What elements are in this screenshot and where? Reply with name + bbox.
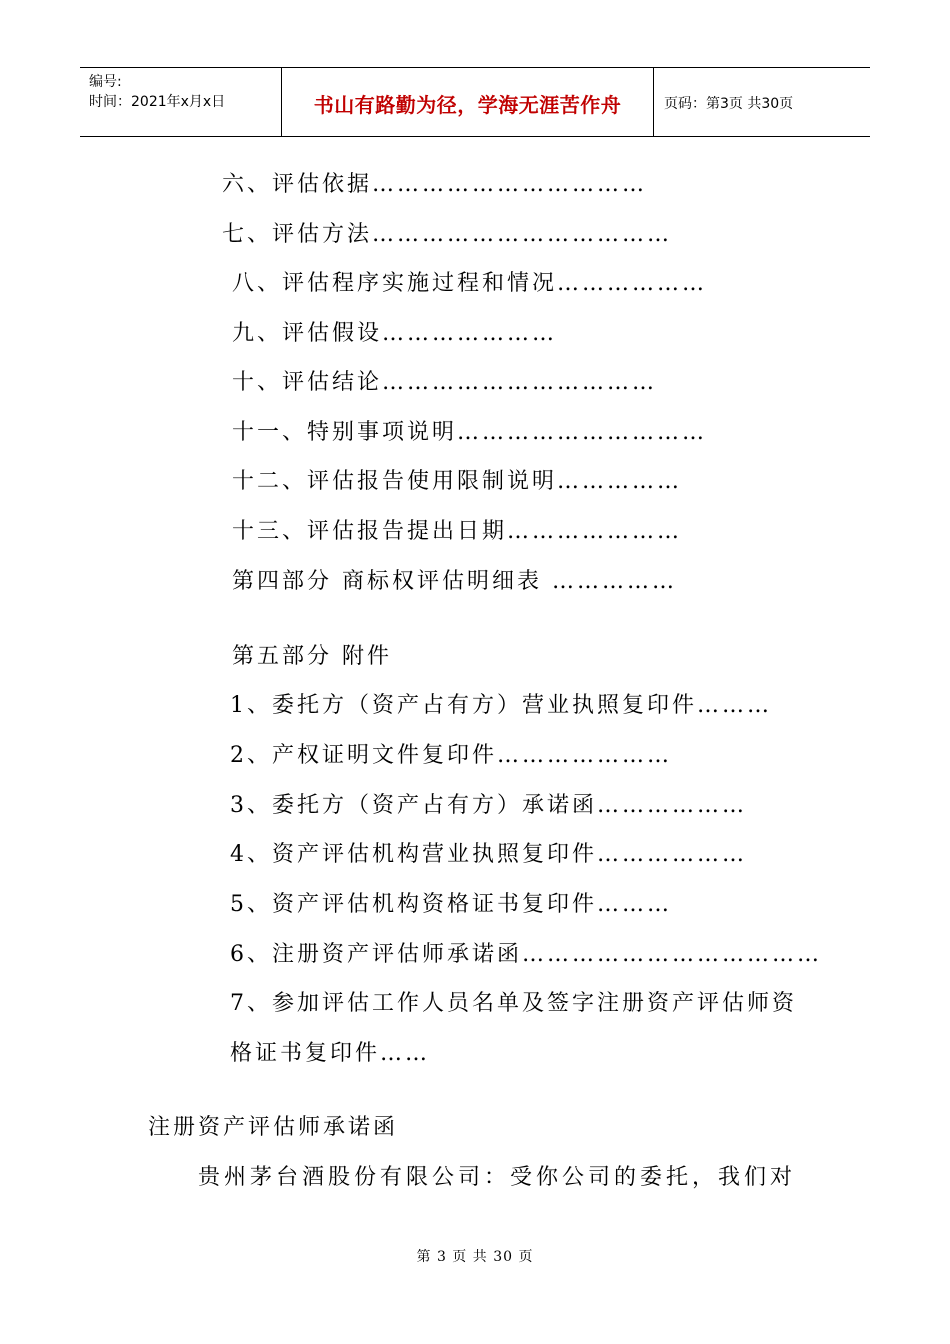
toc-item: 4、资产评估机构营业执照复印件……………… [230,842,747,867]
toc-item: 十一、特别事项说明………………………… [232,420,708,445]
toc-item: 十二、评估报告使用限制说明…………… [232,469,683,494]
toc-item: 格证书复印件…… [230,1041,431,1066]
page-footer: 第 3 页 共 30 页 [416,1249,534,1265]
toc-item: 九、评估假设………………… [232,321,558,346]
toc-item: 2、产权证明文件复印件………………… [230,743,672,768]
toc-item: 六、评估依据…………………………… [222,172,648,197]
header-number-label: 编号: [89,74,122,90]
toc-item: 七、评估方法……………………………… [222,222,673,247]
section-title: 注册资产评估师承诺函 [148,1115,399,1140]
header-page-info: 页码：第3页 共30页 [664,96,794,112]
header-motto: 书山有路勤为径，学海无涯苦作舟 [282,68,654,136]
header-date-label: 时间：2021年x月x日 [89,94,226,110]
header-meta-cell [80,68,282,136]
toc-item: 第五部分 附件 [232,644,392,669]
toc-item: 1、委托方（资产占有方）营业执照复印件……… [230,693,772,718]
toc-item: 3、委托方（资产占有方）承诺函……………… [230,793,747,818]
toc-item: 十、评估结论…………………………… [232,370,658,395]
toc-item: 5、资产评估机构资格证书复印件……… [230,892,672,917]
toc-item: 八、评估程序实施过程和情况……………… [232,271,708,296]
body-paragraph: 贵州茅台酒股份有限公司：受你公司的委托，我们对 [198,1165,797,1190]
toc-item: 7、参加评估工作人员名单及签字注册资产评估师资 [230,991,797,1016]
toc-item: 第四部分 商标权评估明细表 …………… [232,569,677,594]
toc-item: 十三、评估报告提出日期………………… [232,519,683,544]
toc-item: 6、注册资产评估师承诺函……………………………… [230,942,822,967]
document-header [80,67,870,137]
